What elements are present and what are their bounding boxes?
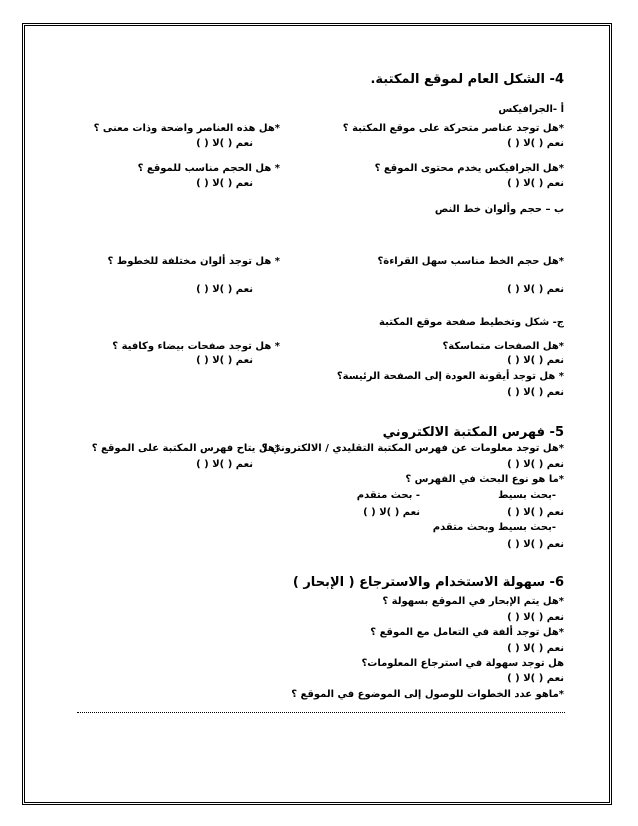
question-text: *هل توجد ألفة في التعامل مع الموقع ؟ bbox=[370, 627, 564, 638]
yes-no-answer: نعم ( )لا ( ) bbox=[507, 612, 564, 623]
question-text: *هل هذه العناصر واضحة وذات معنى ؟ bbox=[93, 123, 280, 134]
section-4-heading: 4- الشكل العام لموقع المكتبة. bbox=[370, 72, 564, 87]
subsection-a-label: أ -الجرافيكس bbox=[498, 104, 564, 115]
yes-no-answer: نعم ( )لا ( ) bbox=[507, 355, 564, 366]
yes-no-answer: نعم ( )لا ( ) bbox=[507, 643, 564, 654]
section-5-heading: 5- فهرس المكتبة الالكتروني bbox=[382, 425, 564, 440]
question-text: *هل توجد معلومات عن فهرس المكتبة التقليدي / الالكتروني ؟ bbox=[261, 443, 564, 454]
section-6-heading: 6- سهولة الاستخدام والاسترجاع ( الإبحار ) bbox=[292, 575, 564, 590]
yes-no-answer: نعم ( )لا ( ) bbox=[507, 507, 564, 518]
question-text: *ما هو نوع البحث في الفهرس ؟ bbox=[405, 474, 564, 485]
search-option-label: - بحث متقدم bbox=[356, 490, 420, 501]
yes-no-answer: نعم ( )لا ( ) bbox=[507, 284, 564, 295]
dotted-divider bbox=[77, 712, 565, 713]
question-text: * هل توجد ألوان مختلفة للخطوط ؟ bbox=[107, 256, 280, 267]
question-text: *هل توجد عناصر متحركة على موقع المكتبة ؟ bbox=[342, 123, 564, 134]
question-text: * هل توجد أيقونة العودة إلى الصفحة الرئيسة؟ bbox=[336, 371, 564, 382]
subsection-b-label: ب – حجم وألوان خط النص bbox=[434, 204, 564, 215]
question-text: * هل الحجم مناسب للموقع ؟ bbox=[137, 163, 280, 174]
question-text: هل توجد سهولة في استرجاع المعلومات؟ bbox=[361, 658, 564, 669]
yes-no-answer: نعم ( )لا ( ) bbox=[363, 507, 420, 518]
yes-no-answer: نعم ( )لا ( ) bbox=[507, 673, 564, 684]
subsection-c-label: ج- شكل وتخطيط صفحة موقع المكتبة bbox=[379, 317, 564, 328]
question-text: * هل توجد صفحات بيضاء وكافية ؟ bbox=[112, 341, 280, 352]
question-text: *ماهو عدد الخطوات للوصول إلى الموضوع في الموقع ؟ bbox=[291, 689, 564, 700]
question-text: *هل يتم الإبحار في الموقع بسهولة ؟ bbox=[382, 596, 564, 607]
question-text: *هل حجم الخط مناسب سهل القراءة؟ bbox=[377, 256, 564, 267]
question-text: *هل الصفحات متماسكة؟ bbox=[442, 341, 564, 352]
yes-no-answer: نعم ( )لا ( ) bbox=[507, 138, 564, 149]
question-text: *هل يتاح فهرس المكتبة على الموقع ؟ bbox=[91, 443, 280, 454]
yes-no-answer: نعم ( )لا ( ) bbox=[507, 178, 564, 189]
search-option-label: -بحث بسيط وبحث متقدم bbox=[432, 522, 556, 533]
yes-no-answer: نعم ( )لا ( ) bbox=[196, 459, 253, 470]
yes-no-answer: نعم ( )لا ( ) bbox=[507, 539, 564, 550]
yes-no-answer: نعم ( )لا ( ) bbox=[507, 387, 564, 398]
yes-no-answer: نعم ( )لا ( ) bbox=[196, 178, 253, 189]
yes-no-answer: نعم ( )لا ( ) bbox=[507, 459, 564, 470]
yes-no-answer: نعم ( )لا ( ) bbox=[196, 284, 253, 295]
yes-no-answer: نعم ( )لا ( ) bbox=[196, 138, 253, 149]
question-text: *هل الجرافيكس يخدم محتوى الموقع ؟ bbox=[374, 163, 564, 174]
search-option-label: -بحث بسيط bbox=[498, 490, 556, 501]
yes-no-answer: نعم ( )لا ( ) bbox=[196, 355, 253, 366]
